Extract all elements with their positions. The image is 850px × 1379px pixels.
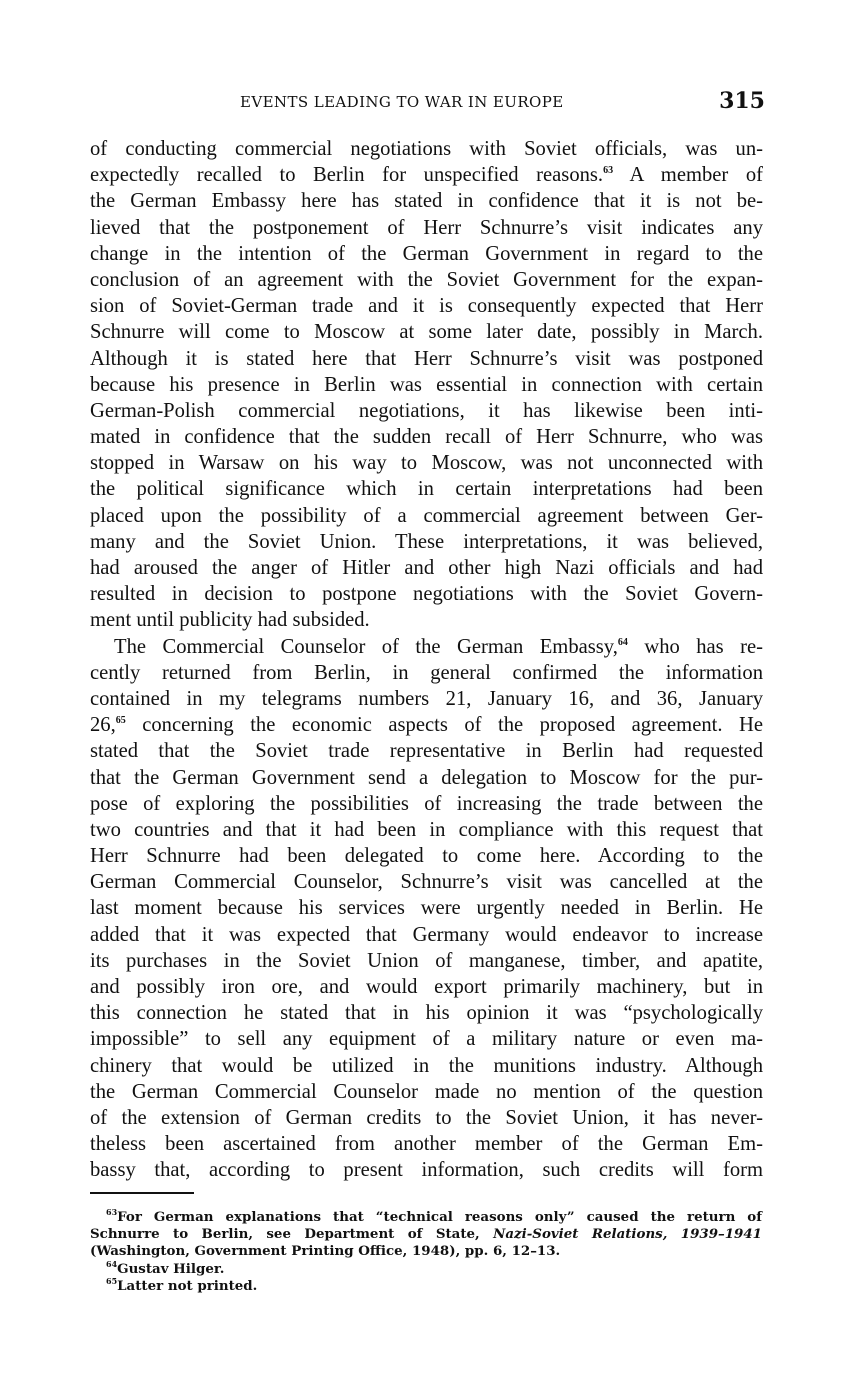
body-line-text: 26, xyxy=(90,714,116,737)
body-line-text: many and the Soviet Union. These interpretations, it was believed, xyxy=(90,530,763,553)
footnote-ref[interactable]: 65 xyxy=(115,715,126,727)
body-line xyxy=(90,555,763,581)
footnote-text: Gustav Hilger. xyxy=(117,1260,225,1277)
body-line-text: impossible” to sell any equipment of a military nature or even ma- xyxy=(90,1028,763,1051)
footnote-line xyxy=(90,1226,762,1243)
body-line-text: change in the intention of the German Government in regard to the xyxy=(90,242,763,265)
body-line-text: the political significance which in certain interpretations had been xyxy=(90,478,763,501)
footnote-line xyxy=(90,1275,762,1295)
body-line-text: and possibly iron ore, and would export primarily machinery, but in xyxy=(90,976,763,998)
body-line xyxy=(90,503,763,529)
body-line-text: mated in confidence that the sudden recall of Herr Schnurre, who was xyxy=(90,426,763,449)
body-line xyxy=(90,948,763,974)
body-line-text: pose of exploring the possibilities of increasing the trade between the xyxy=(90,792,763,815)
body-line-text: cently returned from Berlin, in general confirmed the information xyxy=(90,661,763,684)
footnote-number: 64 xyxy=(106,1258,118,1269)
body-line-text: of conducting commercial negotiations with Soviet officials, was un- xyxy=(90,138,763,160)
body-line xyxy=(90,1157,763,1183)
body-line xyxy=(90,817,763,843)
body-line-text: its purchases in the Soviet Union of manganese, timber, and apatite, xyxy=(90,949,763,972)
body-line xyxy=(90,1026,763,1052)
body-line xyxy=(90,424,763,450)
body-line-text: theless been ascertained from another member of the German Em- xyxy=(90,1133,763,1156)
body-line xyxy=(90,215,763,241)
body-line xyxy=(90,267,763,293)
body-line-text: because his presence in Berlin was essential in connection with certain xyxy=(90,373,763,396)
body-line xyxy=(90,922,763,948)
body-line xyxy=(90,346,763,372)
body-line xyxy=(90,1105,763,1131)
body-line xyxy=(90,869,763,895)
body-line xyxy=(90,450,763,476)
body-line-text: the German Commercial Counselor made no mention of the question xyxy=(90,1080,763,1103)
body-line-text: German-Polish commercial negotiations, it has likewise been inti- xyxy=(90,399,763,422)
footnote-line xyxy=(90,1258,762,1278)
body-line xyxy=(90,241,763,267)
body-line xyxy=(90,765,763,791)
body-line xyxy=(90,660,763,686)
body-line-text: added that it was expected that Germany would endeavor to increase xyxy=(90,923,763,946)
body-line-text: had aroused the anger of Hitler and other high Nazi officials and had xyxy=(90,557,763,579)
footnote-ref[interactable]: 63 xyxy=(603,165,614,177)
footnotes xyxy=(90,1209,762,1295)
footnote-line xyxy=(90,1209,762,1226)
body-line-text: two countries and that it had been in compliance with this request that xyxy=(90,818,763,841)
body-line xyxy=(90,1000,763,1026)
body-line xyxy=(90,712,763,738)
body-line xyxy=(90,1079,763,1105)
body-line xyxy=(90,372,763,398)
body-line-text: German Commercial Counselor, Schnurre’s visit was cancelled at the xyxy=(90,871,763,894)
body-line-text: contained in my telegrams numbers 21, January 16, and 36, January xyxy=(90,687,763,710)
body-line xyxy=(90,162,763,188)
body-line xyxy=(90,529,763,555)
page-header xyxy=(90,88,765,118)
body-line-text: stopped in Warsaw on his way to Moscow, was not unconnected with xyxy=(90,452,763,475)
body-line xyxy=(90,686,763,712)
footnote-text: Latter not printed. xyxy=(117,1277,258,1294)
body-line-text: ment until publicity had subsided. xyxy=(90,609,370,632)
body-line-text: of the extension of German credits to the Soviet Union, it has never- xyxy=(90,1106,763,1129)
body-line xyxy=(90,974,763,1000)
footnote-line xyxy=(90,1243,762,1260)
body-line-text: The Commercial Counselor of the German Embassy, xyxy=(114,635,618,658)
footnote-ref[interactable]: 64 xyxy=(617,636,628,648)
body-line xyxy=(90,1053,763,1079)
body-line-text: Although it is stated here that Herr Schnurre’s visit was postponed xyxy=(90,347,763,370)
footnote-text: Schnurre to Berlin, see Department of State, xyxy=(90,1226,494,1243)
body-line xyxy=(90,843,763,869)
body-line-text: chinery that would be utilized in the munitions industry. Although xyxy=(90,1054,763,1077)
body-line-text: sion of Soviet-German trade and it is consequently expected that Herr xyxy=(90,295,763,318)
footnote-number: 63 xyxy=(106,1207,118,1217)
body-line-text: this connection he stated that in his opinion it was “psychologically xyxy=(90,1002,763,1025)
footnote-text: For German explanations that “technical reasons only” caused the return of xyxy=(117,1209,762,1225)
body-line-text: resulted in decision to postpone negotiations with the Soviet Govern- xyxy=(90,583,763,606)
page-number: 315 xyxy=(719,88,765,114)
body-line xyxy=(90,738,763,764)
body-line-text-after: A member of xyxy=(613,164,763,187)
body-line-text: expectedly recalled to Berlin for unspecified reasons. xyxy=(90,164,604,187)
body-line-text: bassy that, according to present information, such credits will form xyxy=(90,1159,763,1182)
footnote-rule xyxy=(90,1192,194,1194)
body-line-text: Herr Schnurre had been delegated to come here. According to the xyxy=(90,845,763,868)
body-line xyxy=(90,1131,763,1157)
footnote-number: 65 xyxy=(106,1275,118,1286)
running-head: EVENTS LEADING TO WAR IN EUROPE xyxy=(240,93,564,111)
body-line-text: conclusion of an agreement with the Soviet Government for the expan- xyxy=(90,268,763,291)
body-line xyxy=(90,476,763,502)
body-line-text: Schnurre will come to Moscow at some later date, possibly in March. xyxy=(90,321,763,344)
body-line xyxy=(90,319,763,345)
body-line xyxy=(90,895,763,921)
body-line-text: the German Embassy here has stated in confidence that it is not be- xyxy=(90,190,763,213)
body-line-text: lieved that the postponement of Herr Schnurre’s visit indicates any xyxy=(90,216,763,239)
footnote-title-italic: Nazi-Soviet Relations, 1939–1941 xyxy=(493,1226,762,1243)
body-line xyxy=(90,581,763,607)
body-line xyxy=(90,634,763,660)
body-line xyxy=(90,188,763,214)
body-line-text: last moment because his services were urgently needed in Berlin. He xyxy=(90,897,763,920)
body-line xyxy=(90,398,763,424)
body-line-text: stated that the Soviet trade representative in Berlin had requested xyxy=(90,740,763,763)
body-line xyxy=(90,607,763,633)
body-line xyxy=(90,136,763,162)
body-line-text-after: who has re- xyxy=(627,635,763,658)
footnote-text: (Washington, Government Printing Office, 1948), pp. 6, 12–13. xyxy=(90,1243,561,1260)
body-line xyxy=(90,791,763,817)
body-line-text-after: concerning the economic aspects of the proposed agreement. He xyxy=(125,714,763,737)
body-line xyxy=(90,293,763,319)
body-text xyxy=(90,136,763,1184)
body-line-text: placed upon the possibility of a commercial agreement between Ger- xyxy=(90,504,763,527)
body-line-text: that the German Government send a delegation to Moscow for the pur- xyxy=(90,766,763,789)
